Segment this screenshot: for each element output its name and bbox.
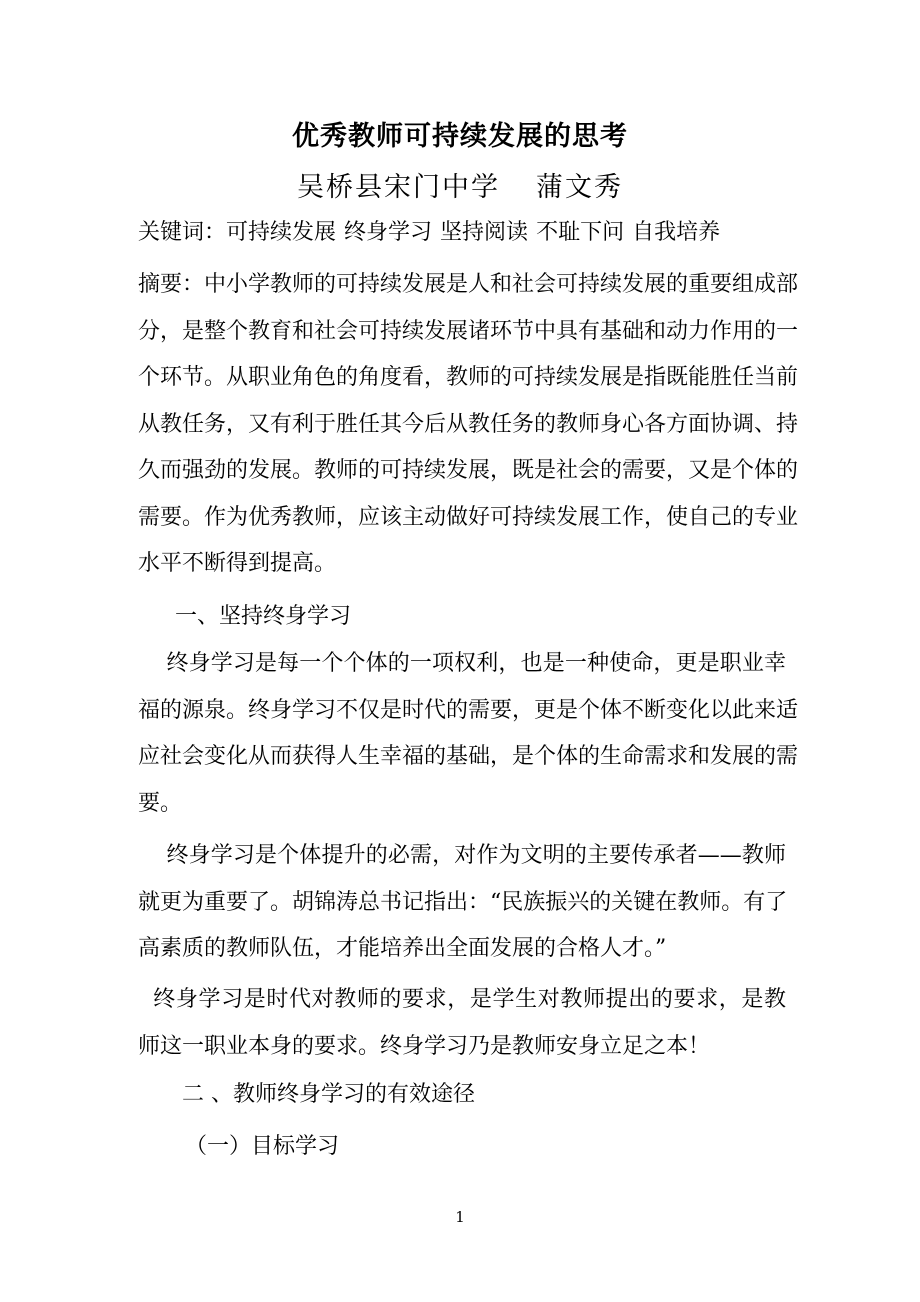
section-heading-1: 一、坚持终身学习 xyxy=(175,604,352,629)
keyword-item: 坚持阅读 xyxy=(440,220,529,245)
page-number: 1 xyxy=(455,1208,465,1226)
abstract-line: 摘要：中小学教师的可持续发展是人和社会可持续发展的重要组成部 xyxy=(138,272,799,297)
paragraph-line: 终身学习是时代对教师的要求，是学生对教师提出的要求，是教 xyxy=(138,987,786,1012)
document-title: 优秀教师可持续发展的思考 xyxy=(292,121,628,152)
keyword-item: 不耻下问 xyxy=(536,220,625,245)
paragraph-line: 高素质的教师队伍，才能培养出全面发展的合格人才。” xyxy=(138,936,667,961)
paragraph-line: 终身学习是每一个个体的一项权利，也是一种使命，更是职业幸 xyxy=(138,651,786,676)
abstract-line: 需要。作为优秀教师，应该主动做好可持续发展工作，使自己的专业 xyxy=(138,504,799,530)
abstract-line: 久而强劲的发展。教师的可持续发展，既是社会的需要，又是个体的 xyxy=(138,458,799,483)
abstract-line: 水平不断得到提高。 xyxy=(138,551,337,576)
paragraph-line: 终身学习是个体提升的必需，对作为文明的主要传承者——教师 xyxy=(138,843,786,868)
author-name: 蒲文秀 xyxy=(536,172,623,203)
body-paragraph xyxy=(138,977,786,1070)
body-paragraph xyxy=(138,833,786,973)
abstract-line: 分，是整个教育和社会可持续发展诸环节中具有基础和动力作用的一 xyxy=(138,318,799,344)
keywords-line xyxy=(138,210,728,256)
paragraph-line: 福的源泉。终身学习不仅是时代的需要，更是个体不断变化以此来适 xyxy=(138,697,799,723)
keywords-label: 关键词： xyxy=(138,220,227,245)
author-school: 吴桥县宋门中学 xyxy=(297,172,500,203)
abstract-line: 从教任务，又有利于胜任其今后从教任务的教师身心各方面协调、持 xyxy=(138,411,799,437)
author-line xyxy=(0,165,920,211)
body-paragraph xyxy=(138,641,799,827)
section-heading-2: 二 、教师终身学习的有效途径 xyxy=(182,1082,475,1107)
keyword-item: 终身学习 xyxy=(344,220,433,245)
paragraph-line: 师这一职业本身的要求。终身学习乃是教师安身立足之本！ xyxy=(138,1033,711,1059)
paragraph-line: 应社会变化从而获得人生幸福的基础，是个体的生命需求和发展的需 xyxy=(138,744,799,769)
abstract-paragraph xyxy=(138,262,799,588)
keyword-item: 可持续发展 xyxy=(226,220,337,245)
abstract-line: 个环节。从职业角色的角度看，教师的可持续发展是指既能胜任当前 xyxy=(138,365,799,390)
paragraph-line: 就更为重要了。胡锦涛总书记指出：“民族振兴的关键在教师。有了 xyxy=(138,889,788,915)
paragraph-line: 要。 xyxy=(138,790,183,816)
subsection-heading: （一）目标学习 xyxy=(185,1134,340,1159)
keyword-item: 自我培养 xyxy=(632,220,721,245)
